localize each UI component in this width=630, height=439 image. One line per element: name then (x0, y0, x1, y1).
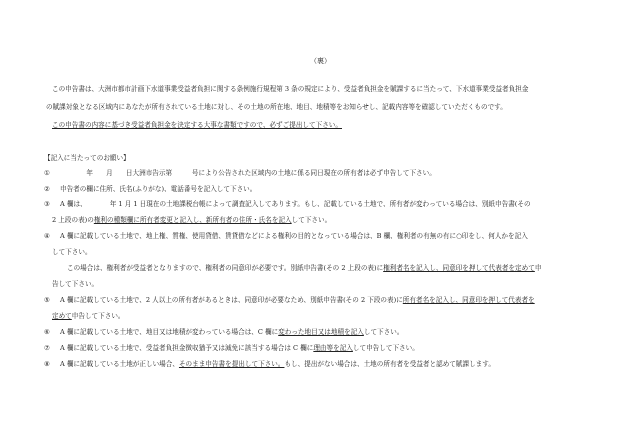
note-marker: ③ (44, 200, 50, 208)
note-marker: ⑦ (44, 344, 50, 352)
note-item (44, 232, 528, 240)
text: A 欄に記載している土地で、受益者負担金徴収猶予又は減免に該当する場合は C 欄に (60, 344, 314, 352)
text: 年 月 日大洲市告示第 号により公告された区域内の土地に係る同日現在の所有者は必ず申告して下さい。 (60, 169, 436, 177)
note-continuation (52, 280, 98, 288)
note-item (44, 200, 531, 208)
page-title: （裏） (310, 57, 331, 65)
underlined-text: 変わった地目又は地積を記入 (278, 328, 364, 336)
note-continuation (67, 264, 541, 272)
note-item (44, 328, 403, 336)
note-marker: ① (44, 169, 50, 177)
text: この申告書は、大洲市都市計画下水道事業受益者負担に関する条例施行規程第 3 条の規定により、受益者負担金を賦課するに当たって、下水道事業受益者負担金 (52, 85, 529, 93)
text: 2 上段の表)の (52, 216, 94, 224)
note-marker: ④ (44, 232, 50, 240)
note-item (44, 296, 535, 304)
text: 申 (534, 264, 542, 272)
note-marker: ⑤ (44, 296, 50, 304)
notes-heading (44, 154, 130, 162)
note-marker: ② (44, 185, 50, 193)
underlined-text: 理由等を記入 (313, 344, 353, 352)
text: A 欄に記載している土地で、地目又は地積が変わっている場合は、C 欄に (60, 328, 279, 336)
intro-line (52, 85, 528, 93)
text: して下さい。 (291, 216, 332, 224)
text: して申告して下さい。 (352, 344, 419, 352)
note-item (44, 344, 419, 352)
text: 申告者の欄に住所、氏名(ふりがな)、電話番号を記入して下さい。 (60, 185, 257, 193)
underlined-text: この申告書の内容に基づき受益者負担金を決定する大事な書類ですので、必ずご提出して下さい。 (52, 121, 342, 129)
intro-line (52, 121, 342, 129)
note-item (44, 185, 256, 193)
text: A 欄に記載している土地で、地上権、質権、使用貸借、賃貸借などによる権利の目的となっている場合は、B 欄、権利者の有無の有に○印をし、何人かを記入 (60, 232, 528, 240)
text: もし、提出がない場合は、土地の所有者を受益者と認めて賦課します。 (284, 360, 495, 368)
text: 【記入に当たってのお願い】 (44, 154, 130, 162)
intro-line (46, 103, 507, 111)
text: A 欄に記載している土地が正しい場合、 (60, 360, 179, 368)
underlined-text: 定めて (52, 312, 72, 320)
text: A 欄は、 年 1 月 1 日現在の土地課税台帳によって調査記入してあります。もし、記載している土地で、所有者が変わっている場合は、別紙申告書(その (60, 200, 531, 208)
underlined-text: 権利の種類欄に所有者変更と記入し、新所有者の住所・氏名を記入 (93, 216, 292, 224)
note-continuation (52, 216, 331, 224)
text: の賦課対象となる区域内にあなたが所有されている土地に対し、その土地の所在地、地目、地積等をお知らせし、記載内容等を確認していただくものです。 (46, 103, 507, 111)
note-item (44, 169, 436, 177)
text: して下さい。 (363, 328, 404, 336)
note-marker: ⑥ (44, 328, 50, 336)
note-continuation (52, 312, 125, 320)
note-continuation (52, 248, 92, 256)
note-marker: ⑧ (44, 360, 50, 368)
text: A 欄に記載している土地で、2 人以上の所有者があるときは、同意印が必要なため、別紙申告書(その 2 下段の表)に (60, 296, 403, 304)
underlined-text: そのまま申告書を提出して下さい。 (178, 360, 285, 368)
note-item (44, 360, 495, 368)
underlined-text: 権利者名を記入し、同意印を押して代表者を定めて (383, 264, 535, 272)
underlined-text: 所有者名を記入し、同意印を押して代表者を (402, 296, 535, 304)
text: 申告して下さい。 (71, 312, 125, 320)
text: 告して下さい。 (52, 280, 99, 288)
text: この場合は、権利者が受益者となりますので、権利者の同意印が必要です。別紙申告書(その 2 上段の表)に (67, 264, 384, 272)
text: して下さい。 (52, 248, 92, 256)
